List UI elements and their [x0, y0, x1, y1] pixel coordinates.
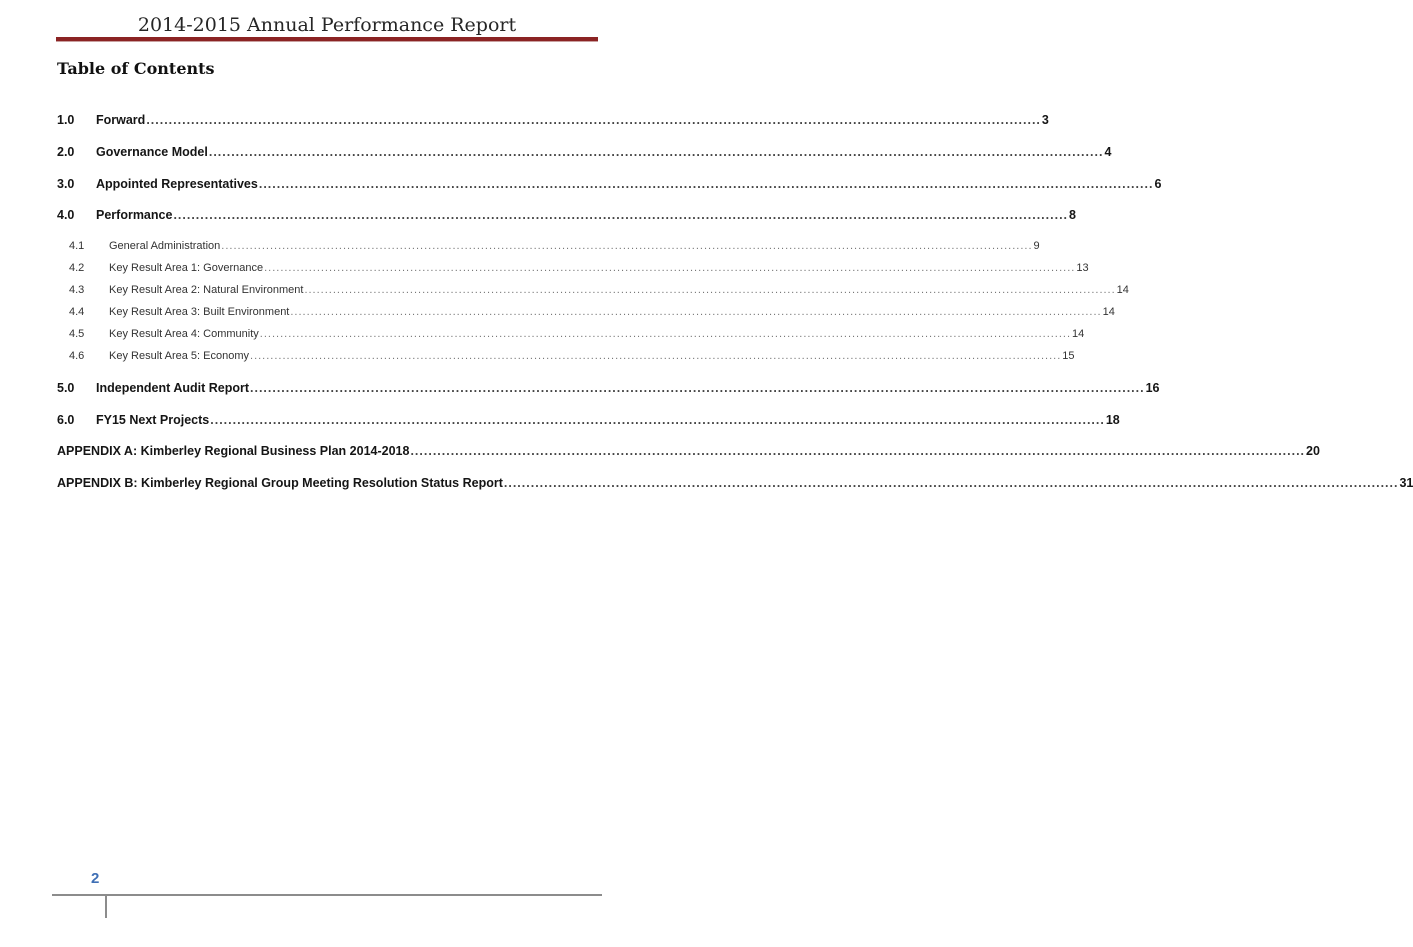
toc-entry-number: 1.0: [57, 113, 75, 127]
toc-entry-label: Key Result Area 1: Governance: [109, 262, 264, 274]
toc-heading: Table of Contents: [57, 59, 215, 78]
toc-subentry[interactable]: [57, 262, 1089, 274]
toc-entry-label: Governance Model: [96, 145, 208, 159]
dot-leader: ........................................................................................................................................................................................................: [264, 262, 1076, 274]
toc-entry-page: 9: [1033, 240, 1040, 252]
toc-entry-label: Key Result Area 3: Built Environment: [109, 306, 290, 318]
toc-entry[interactable]: [57, 413, 1120, 427]
toc-entry-label: FY15 Next Projects: [96, 413, 210, 427]
dot-leader: ........................................................................................................................................................................................................: [208, 145, 1104, 159]
toc-entry-number: 4.4: [69, 306, 85, 318]
toc-entry-number: 2.0: [57, 145, 75, 159]
toc-entry-label: Key Result Area 5: Economy: [109, 350, 250, 362]
dot-leader: ........................................................................................................................................................................................................: [250, 381, 1145, 395]
toc-entry[interactable]: [57, 145, 1112, 159]
footer-divider: [105, 894, 107, 918]
toc-entry-page: 6: [1154, 177, 1162, 191]
toc-entry-label: Independent Audit Report: [96, 381, 249, 395]
toc-entry[interactable]: [57, 177, 1162, 191]
toc-entry-label: Key Result Area 4: Community: [109, 328, 259, 340]
toc-entry-number: 4.3: [69, 284, 85, 296]
toc-entry-page: 8: [1069, 208, 1076, 222]
toc-entry-label: General Administration: [109, 240, 221, 252]
toc-entry-label: Performance: [96, 208, 173, 222]
document-header-title: 2014-2015 Annual Performance Report: [137, 14, 517, 36]
toc-entry-label: APPENDIX A: Kimberley Regional Business Plan 2014-2018: [57, 444, 410, 458]
toc-entry-page: 31: [1399, 476, 1413, 490]
toc-appendix-entry[interactable]: [57, 476, 1413, 490]
dot-leader: ........................................................................................................................................................................................................: [221, 240, 1033, 252]
toc-entry-number: 6.0: [57, 413, 75, 427]
toc-entry-page: 14: [1116, 284, 1129, 296]
toc-subentry[interactable]: [57, 284, 1129, 296]
toc-entry-label: APPENDIX B: Kimberley Regional Group Meeting Resolution Status Report: [57, 476, 503, 490]
toc-entry-page: 15: [1062, 350, 1075, 362]
dot-leader: ........................................................................................................................................................................................................: [146, 113, 1041, 127]
toc-entry[interactable]: [57, 381, 1160, 395]
toc-entry-label: Appointed Representatives: [96, 177, 258, 191]
toc-entry-number: 5.0: [57, 381, 75, 395]
header-rule: [56, 37, 598, 42]
dot-leader: ........................................................................................................................................................................................................: [259, 328, 1072, 340]
toc-entry-page: 20: [1306, 444, 1320, 458]
toc-entry-label: Forward: [96, 113, 146, 127]
page-number: 2: [91, 870, 100, 887]
toc-entry-page: 3: [1041, 113, 1049, 127]
toc-entry-number: 4.5: [69, 328, 85, 340]
dot-leader: ........................................................................................................................................................................................................: [410, 444, 1306, 458]
toc-entry-number: 4.6: [69, 350, 85, 362]
dot-leader: ........................................................................................................................................................................................................: [173, 208, 1069, 222]
toc-entry-number: 4.2: [69, 262, 85, 274]
dot-leader: ........................................................................................................................................................................................................: [290, 306, 1102, 318]
toc-subentry[interactable]: [57, 350, 1075, 362]
toc-subentry[interactable]: [57, 306, 1115, 318]
toc-entry-number: 4.1: [69, 240, 85, 252]
toc-subentry[interactable]: [57, 240, 1040, 252]
toc-entry-page: 4: [1104, 145, 1112, 159]
toc-entry-page: 14: [1072, 328, 1085, 340]
dot-leader: ........................................................................................................................................................................................................: [503, 476, 1399, 490]
toc-subentry[interactable]: [57, 328, 1085, 340]
toc-entry-number: 3.0: [57, 177, 75, 191]
toc-entry-label: Key Result Area 2: Natural Environment: [109, 284, 304, 296]
footer-rule: [52, 894, 602, 896]
toc-entry-page: 18: [1105, 413, 1120, 427]
toc-entry-page: 13: [1076, 262, 1089, 274]
toc-entry[interactable]: [57, 113, 1049, 127]
dot-leader: ........................................................................................................................................................................................................: [304, 284, 1116, 296]
toc-appendix-entry[interactable]: [57, 444, 1320, 458]
toc-entry-number: 4.0: [57, 208, 75, 222]
toc-entry-page: 16: [1145, 381, 1160, 395]
dot-leader: ........................................................................................................................................................................................................: [210, 413, 1105, 427]
dot-leader: ........................................................................................................................................................................................................: [258, 177, 1154, 191]
dot-leader: ........................................................................................................................................................................................................: [250, 350, 1062, 362]
toc-entry[interactable]: [57, 208, 1076, 222]
toc-entry-page: 14: [1102, 306, 1115, 318]
